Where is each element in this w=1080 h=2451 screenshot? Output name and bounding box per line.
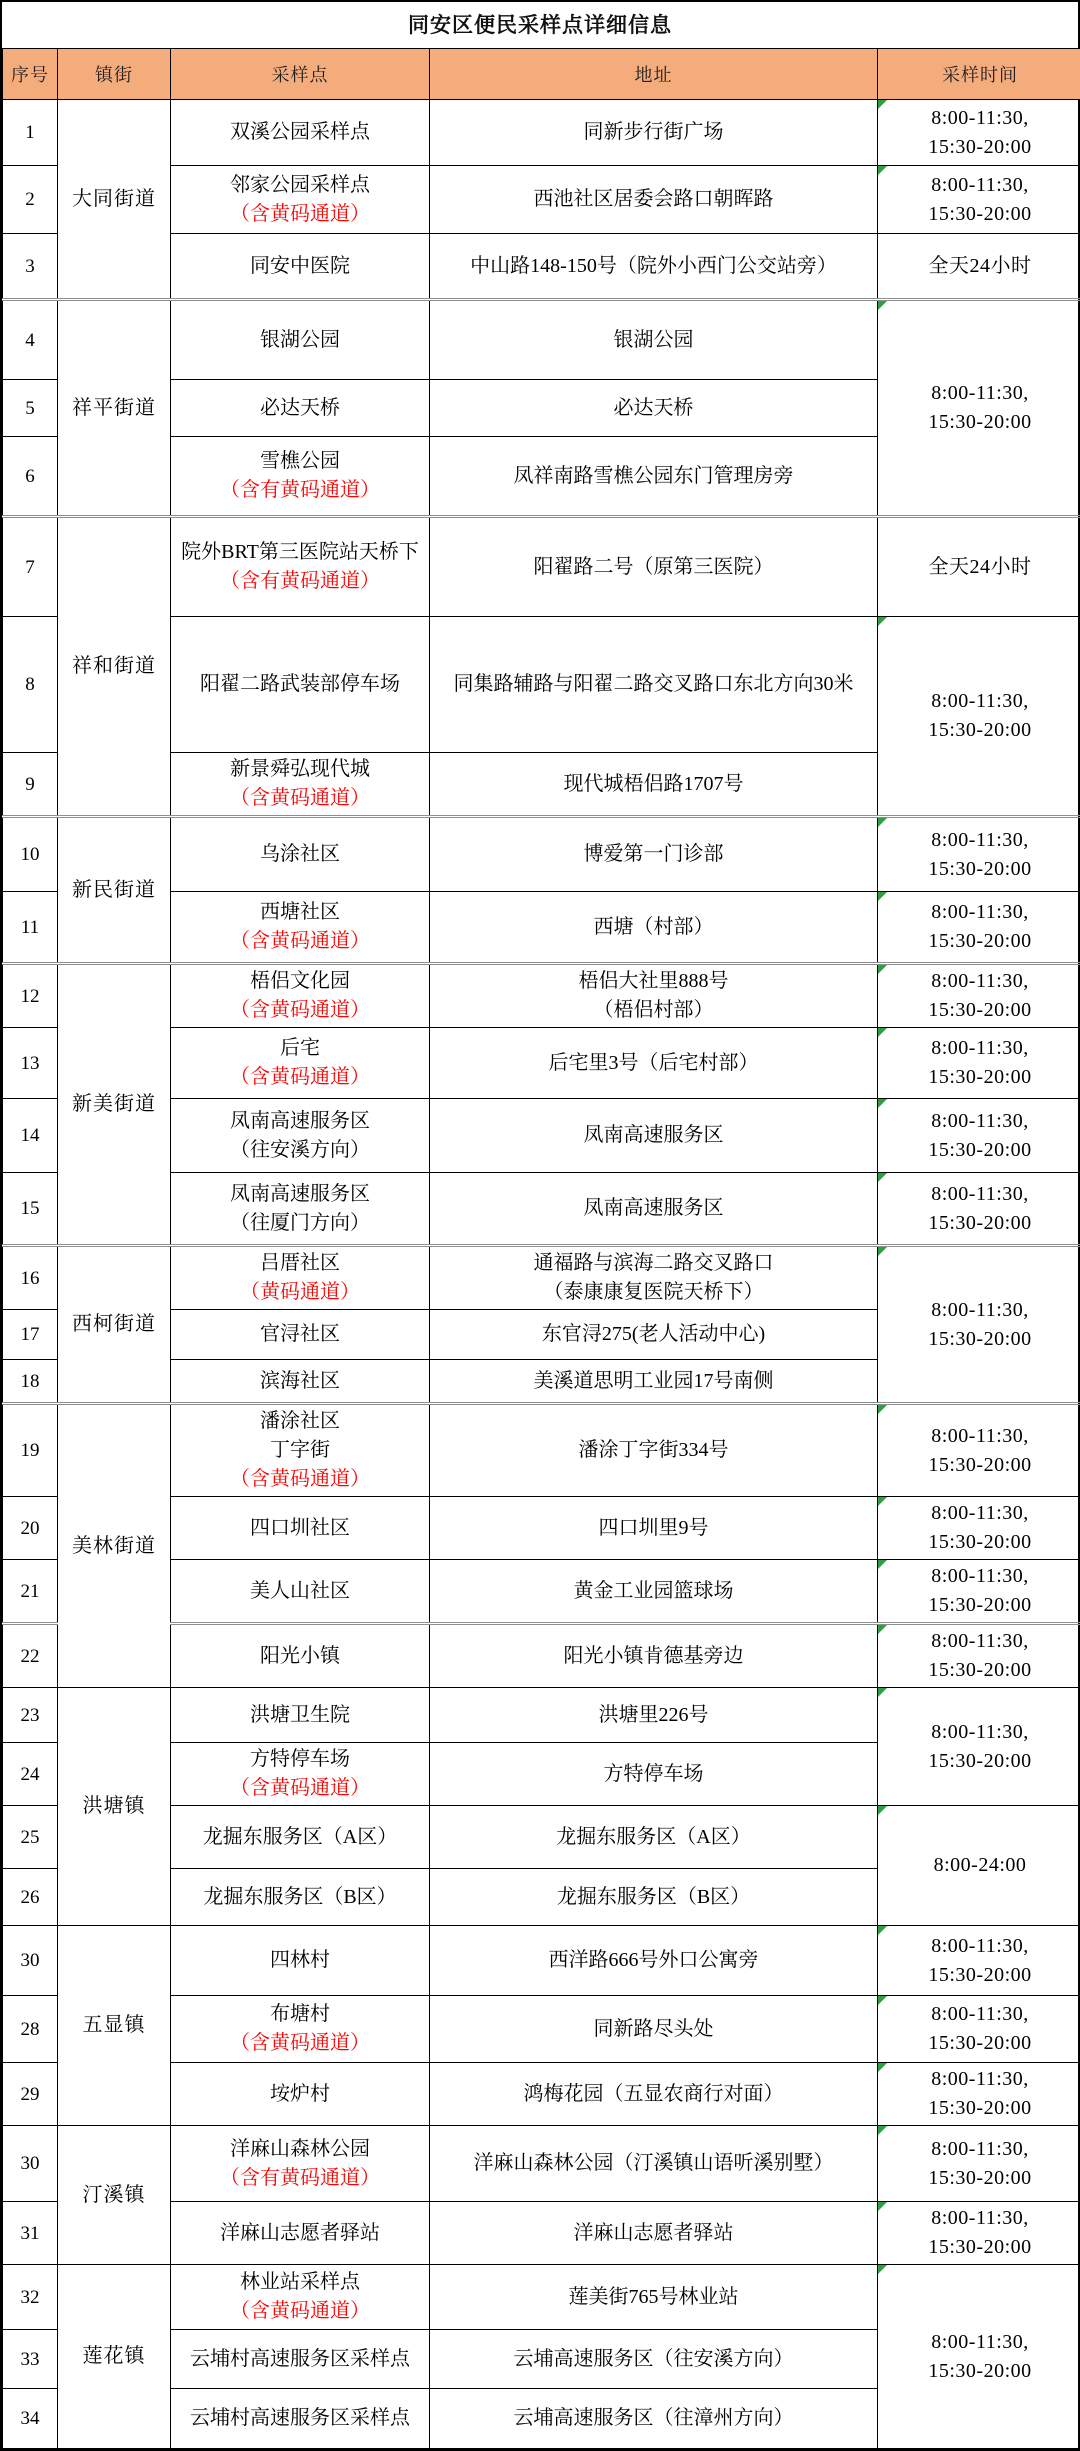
cell-address: 洪塘里226号 [430,1688,878,1743]
cell-serial: 11 [3,892,58,964]
excel-flag-icon [878,818,887,827]
excel-flag-icon [878,1625,887,1634]
table-row [3,817,1080,892]
cell-site: 四口圳社区 [171,1497,430,1560]
col-header-site: 采样点 [171,49,430,100]
cell-time: 8:00-11:30, 15:30-20:00 [878,892,1080,964]
col-header-town: 镇街 [58,49,171,100]
cell-address: 四口圳里9号 [430,1497,878,1560]
table-row [3,300,1080,380]
cell-serial: 21 [3,1560,58,1624]
cell-address: 梧侣大社里888号 （梧侣村部） [430,964,878,1028]
cell-serial: 24 [3,1743,58,1806]
cell-site: 潘涂社区 丁字街 （含黄码通道） [171,1404,430,1497]
cell-serial: 23 [3,1688,58,1743]
cell-serial: 14 [3,1099,58,1173]
cell-site: 阳翟二路武装部停车场 [171,617,430,753]
col-header-address: 地址 [430,49,878,100]
cell-time: 8:00-11:30, 15:30-20:00 [878,1624,1080,1688]
cell-site: 凤南高速服务区 （往厦门方向） [171,1173,430,1246]
cell-town: 新民街道 [58,817,171,964]
cell-site: 洋麻山森林公园 （含有黄码通道） [171,2126,430,2202]
cell-serial: 15 [3,1173,58,1246]
cell-time: 8:00-11:30, 15:30-20:00 [878,2202,1080,2265]
table-row [3,517,1080,617]
cell-site: 同安中医院 [171,234,430,300]
cell-time: 8:00-11:30, 15:30-20:00 [878,817,1080,892]
cell-site: 后宅 （含黄码通道） [171,1028,430,1099]
cell-address: 西池社区居委会路口朝晖路 [430,166,878,234]
cell-address: 龙掘东服务区（B区） [430,1869,878,1926]
cell-serial: 30 [3,2126,58,2202]
cell-site: 龙掘东服务区（B区） [171,1869,430,1926]
cell-serial: 19 [3,1404,58,1497]
excel-flag-icon [878,1405,887,1414]
cell-address: 后宅里3号（后宅村部） [430,1028,878,1099]
excel-flag-icon [878,617,887,626]
excel-flag-icon [878,100,887,109]
cell-address: 莲美街765号林业站 [430,2265,878,2330]
table-row [3,2265,1080,2330]
cell-town: 新美街道 [58,964,171,1246]
cell-serial: 1 [3,100,58,166]
cell-site: 凤南高速服务区 （往安溪方向） [171,1099,430,1173]
excel-flag-icon [878,1099,887,1108]
cell-address: 鸿梅花园（五显农商行对面） [430,2063,878,2126]
cell-site: 院外BRT第三医院站天桥下 （含有黄码通道） [171,517,430,617]
cell-serial: 33 [3,2330,58,2389]
cell-serial: 20 [3,1497,58,1560]
cell-site: 云埔村高速服务区采样点 [171,2330,430,2389]
col-header-time: 采样时间 [878,49,1080,100]
cell-town: 莲花镇 [58,2265,171,2449]
cell-address: 通福路与滨海二路交叉路口 （泰康康复医院天桥下） [430,1246,878,1310]
cell-serial: 13 [3,1028,58,1099]
cell-address: 凤祥南路雪樵公园东门管理房旁 [430,437,878,517]
cell-address: 龙掘东服务区（A区） [430,1806,878,1869]
cell-serial: 31 [3,2202,58,2265]
cell-serial: 25 [3,1806,58,1869]
sampling-points-table [2,48,1080,2449]
excel-flag-icon [878,892,887,901]
cell-town: 祥平街道 [58,300,171,517]
cell-site: 阳光小镇 [171,1624,430,1688]
cell-site: 邻家公园采样点 （含黄码通道） [171,166,430,234]
excel-flag-icon [878,2265,887,2274]
cell-serial: 16 [3,1246,58,1310]
excel-flag-icon [878,1688,887,1697]
cell-address: 博爱第一门诊部 [430,817,878,892]
cell-serial: 29 [3,2063,58,2126]
cell-site: 银湖公园 [171,300,430,380]
cell-address: 洋麻山森林公园（汀溪镇山语听溪别墅） [430,2126,878,2202]
cell-time: 8:00-11:30, 15:30-20:00 [878,1246,1080,1404]
cell-serial: 4 [3,300,58,380]
cell-address: 美溪道思明工业园17号南侧 [430,1360,878,1404]
cell-time: 8:00-11:30, 15:30-20:00 [878,2126,1080,2202]
col-header-serial: 序号 [3,49,58,100]
cell-time: 8:00-11:30, 15:30-20:00 [878,1560,1080,1624]
cell-site: 林业站采样点 （含黄码通道） [171,2265,430,2330]
cell-serial: 32 [3,2265,58,2330]
cell-address: 凤南高速服务区 [430,1173,878,1246]
cell-address: 同集路辅路与阳翟二路交叉路口东北方向30米 [430,617,878,753]
cell-address: 黄金工业园篮球场 [430,1560,878,1624]
table-row [3,1404,1080,1497]
cell-address: 方特停车场 [430,1743,878,1806]
cell-address: 中山路148-150号（院外小西门公交站旁） [430,234,878,300]
excel-flag-icon [878,1247,887,1256]
cell-time: 8:00-11:30, 15:30-20:00 [878,1099,1080,1173]
cell-time: 8:00-11:30, 15:30-20:00 [878,1996,1080,2063]
cell-site: 必达天桥 [171,380,430,437]
cell-site: 梧侣文化园 （含黄码通道） [171,964,430,1028]
cell-address: 现代城梧侣路1707号 [430,753,878,817]
table-row [3,1926,1080,1996]
cell-address: 同新路尽头处 [430,1996,878,2063]
cell-site: 洪塘卫生院 [171,1688,430,1743]
cell-site: 西塘社区 （含黄码通道） [171,892,430,964]
cell-site: 龙掘东服务区（A区） [171,1806,430,1869]
excel-flag-icon [878,1926,887,1935]
cell-serial: 10 [3,817,58,892]
page-title: 同安区便民采样点详细信息 [2,2,1078,48]
cell-serial: 12 [3,964,58,1028]
cell-address: 洋麻山志愿者驿站 [430,2202,878,2265]
cell-address: 东官浔275(老人活动中心) [430,1310,878,1360]
excel-flag-icon [878,1497,887,1506]
cell-time: 8:00-11:30, 15:30-20:00 [878,166,1080,234]
cell-serial: 34 [3,2389,58,2449]
cell-address: 西塘（村部） [430,892,878,964]
cell-site: 官浔社区 [171,1310,430,1360]
cell-time: 8:00-11:30, 15:30-20:00 [878,617,1080,817]
cell-serial: 26 [3,1869,58,1926]
excel-flag-icon [878,2063,887,2072]
cell-site: 雪樵公园 （含有黄码通道） [171,437,430,517]
cell-serial: 5 [3,380,58,437]
excel-flag-icon [878,1028,887,1037]
cell-town: 祥和街道 [58,517,171,817]
excel-flag-icon [878,301,887,310]
cell-time: 全天24小时 [878,517,1080,617]
cell-site: 新景舜弘现代城 （含黄码通道） [171,753,430,817]
cell-site: 滨海社区 [171,1360,430,1404]
cell-address: 西洋路666号外口公寓旁 [430,1926,878,1996]
cell-time: 8:00-11:30, 15:30-20:00 [878,300,1080,517]
excel-flag-icon [878,1996,887,2005]
table-row [3,100,1080,166]
cell-serial: 22 [3,1624,58,1688]
cell-serial: 6 [3,437,58,517]
cell-address: 潘涂丁字街334号 [430,1404,878,1497]
cell-time: 8:00-11:30, 15:30-20:00 [878,1688,1080,1806]
cell-site: 垵炉村 [171,2063,430,2126]
cell-time: 8:00-24:00 [878,1806,1080,1926]
cell-serial: 3 [3,234,58,300]
cell-site: 云埔村高速服务区采样点 [171,2389,430,2449]
cell-town: 汀溪镇 [58,2126,171,2265]
cell-town: 西柯街道 [58,1246,171,1404]
cell-time: 8:00-11:30, 15:30-20:00 [878,100,1080,166]
cell-town: 美林街道 [58,1404,171,1688]
cell-site: 方特停车场 （含黄码通道） [171,1743,430,1806]
cell-time: 8:00-11:30, 15:30-20:00 [878,1173,1080,1246]
cell-time: 8:00-11:30, 15:30-20:00 [878,1926,1080,1996]
cell-time: 8:00-11:30, 15:30-20:00 [878,2063,1080,2126]
cell-town: 大同街道 [58,100,171,300]
cell-address: 凤南高速服务区 [430,1099,878,1173]
cell-address: 云埔高速服务区（往安溪方向） [430,2330,878,2389]
cell-serial: 17 [3,1310,58,1360]
cell-address: 银湖公园 [430,300,878,380]
excel-flag-icon [878,166,887,175]
excel-flag-icon [878,2202,887,2211]
cell-site: 布塘村 （含黄码通道） [171,1996,430,2063]
cell-serial: 7 [3,517,58,617]
cell-serial: 8 [3,617,58,753]
table-row [3,1246,1080,1310]
cell-site: 吕厝社区 （黄码通道） [171,1246,430,1310]
cell-time: 8:00-11:30, 15:30-20:00 [878,1497,1080,1560]
excel-flag-icon [878,1173,887,1182]
header-row [3,49,1080,100]
cell-time: 8:00-11:30, 15:30-20:00 [878,964,1080,1028]
cell-serial: 28 [3,1996,58,2063]
excel-flag-icon [878,1806,887,1815]
cell-site: 美人山社区 [171,1560,430,1624]
table-row [3,1688,1080,1743]
table-row [3,2126,1080,2202]
cell-serial: 18 [3,1360,58,1404]
cell-serial: 2 [3,166,58,234]
cell-site: 洋麻山志愿者驿站 [171,2202,430,2265]
excel-flag-icon [878,2126,887,2135]
cell-time: 8:00-11:30, 15:30-20:00 [878,1028,1080,1099]
cell-serial: 9 [3,753,58,817]
cell-address: 必达天桥 [430,380,878,437]
cell-site: 乌涂社区 [171,817,430,892]
excel-flag-icon [878,1560,887,1569]
cell-town: 洪塘镇 [58,1688,171,1926]
cell-address: 云埔高速服务区（往漳州方向） [430,2389,878,2449]
cell-address: 同新步行街广场 [430,100,878,166]
excel-flag-icon [878,965,887,974]
cell-time: 8:00-11:30, 15:30-20:00 [878,1404,1080,1497]
cell-time: 全天24小时 [878,234,1080,300]
cell-serial: 30 [3,1926,58,1996]
cell-address: 阳翟路二号（原第三医院） [430,517,878,617]
cell-site: 双溪公园采样点 [171,100,430,166]
cell-time: 8:00-11:30, 15:30-20:00 [878,2265,1080,2449]
cell-address: 阳光小镇肯德基旁边 [430,1624,878,1688]
cell-town: 五显镇 [58,1926,171,2126]
cell-site: 四林村 [171,1926,430,1996]
table-row [3,964,1080,1028]
